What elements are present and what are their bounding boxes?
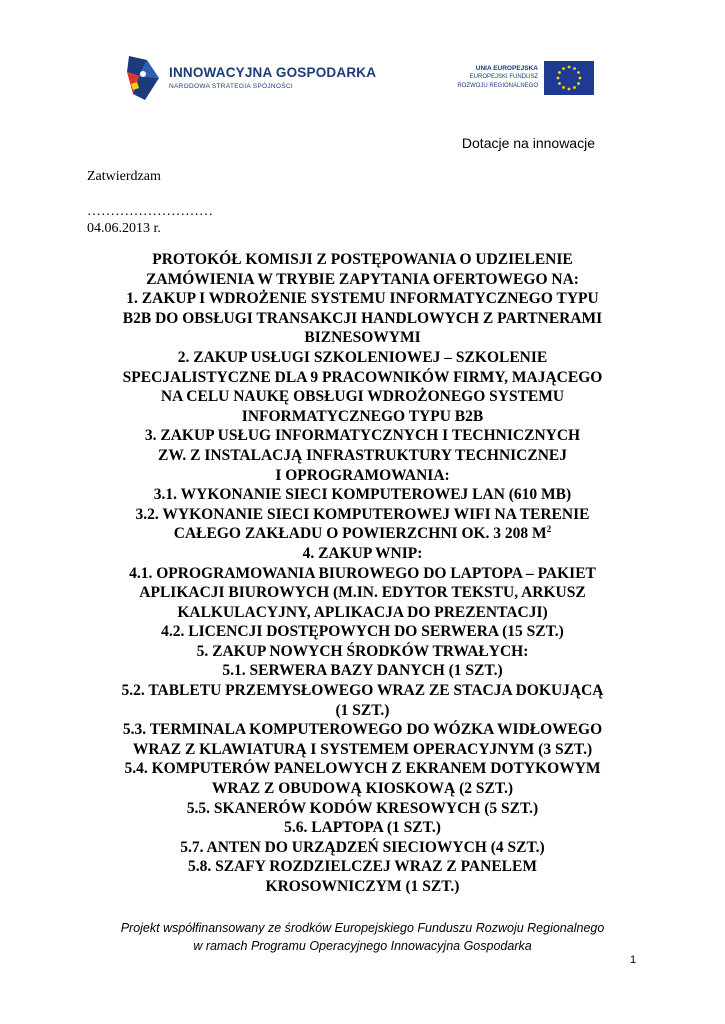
- eu-star-icon: [577, 71, 580, 74]
- heading-line: 5.4. KOMPUTERÓW PANELOWYCH Z EKRANEM DOTYKOWYM: [124, 760, 601, 778]
- footer-line1: Projekt współfinansowany ze środków Europejskiego Funduszu Rozwoju Regionalnego: [120, 921, 605, 935]
- heading-line: SPECJALISTYCZNE DLA 9 PRACOWNIKÓW FIRMY, MAJĄCEGO: [122, 368, 603, 386]
- heading-line: ZAMÓWIENIA W TRYBIE ZAPYTANIA OFERTOWEGO NA:: [146, 270, 579, 288]
- heading-line: NA CELU NAUKĘ OBSŁUGI WDROŻONEGO SYSTEMU: [160, 388, 565, 406]
- heading-line: 4. ZAKUP WNIP:: [302, 544, 423, 562]
- eu-logo-line1: UNIA EUROPEJSKA: [475, 65, 538, 72]
- eu-flag-icon: [544, 61, 594, 95]
- heading-line: B2B DO OBSŁUGI TRANSAKCJI HANDLOWYCH Z PARTNERAMI: [122, 309, 603, 327]
- eu-logo-text: [457, 64, 538, 91]
- heading-line: 3. ZAKUP USŁUG INFORMATYCZNYCH I TECHNICZNYCH: [144, 427, 581, 445]
- heading-line-text: CAŁEGO ZAKŁADU O POWIERZCHNI OK. 3 208 M: [173, 525, 547, 543]
- eu-star-icon: [568, 66, 571, 69]
- heading-line: BIZNESOWYMI: [304, 329, 421, 347]
- heading-line: KROSOWNICZYM (1 SZT.): [265, 878, 460, 895]
- eu-logo-line3: ROZWOJU REGIONALNEGO: [457, 83, 538, 89]
- eu-star-icon: [573, 86, 576, 89]
- eu-star-icon: [558, 82, 561, 85]
- eu-star-icon: [579, 77, 582, 80]
- heading-line: 4.1. OPROGRAMOWANIA BIUROWEGO DO LAPTOPA – PAKIET: [129, 564, 596, 582]
- heading-line: I OPROGRAMOWANIA:: [275, 466, 450, 484]
- heading-line: 5. ZAKUP NOWYCH ŚRODKÓW TRWAŁYCH:: [196, 642, 529, 660]
- heading-line: 3.2. WYKONANIE SIECI KOMPUTEROWEJ WIFI NA TERENIE: [135, 505, 590, 523]
- document-date: 04.06.2013 r.: [87, 221, 161, 236]
- approval-label: Zatwierdzam: [87, 169, 161, 184]
- heading-line: 5.1. SERWERA BAZY DANYCH (1 SZT.): [222, 662, 503, 680]
- heading-line: INFORMATYCZNEGO TYPU B2B: [241, 407, 484, 425]
- heading-line: 2. ZAKUP USŁUGI SZKOLENIOWEJ – SZKOLENIE: [177, 348, 548, 366]
- footer: [60, 919, 665, 955]
- superscript: 2: [546, 524, 552, 535]
- heading-line: (1 SZT.): [335, 701, 390, 719]
- heading-line: 1. ZAKUP I WDROŻENIE SYSTEMU INFORMATYCZNEGO TYPU: [126, 290, 599, 308]
- eu-star-icon: [557, 77, 560, 80]
- heading-line-area: [80, 524, 645, 544]
- eu-logo: [457, 60, 596, 100]
- heading-line: 4.2. LICENCJI DOSTĘPOWYCH DO SERWERA (15 SZT.): [161, 623, 564, 641]
- eu-star-icon: [577, 82, 580, 85]
- protocol-heading: [80, 250, 645, 897]
- eu-star-icon: [562, 86, 565, 89]
- signature-line: ………………………: [87, 204, 213, 219]
- heading-line: 5.7. ANTEN DO URZĄDZEŃ SIECIOWYCH (4 SZT.): [180, 838, 545, 856]
- ig-logo-subtitle: NARODOWA STRATEGIA SPÓJNOŚCI: [169, 83, 293, 90]
- heading-line: 5.5. SKANERÓW KODÓW KRESOWYCH (5 SZT.): [186, 799, 539, 817]
- heading-line: APLIKACJI BIUROWYCH (M.IN. EDYTOR TEKSTU, ARKUSZ: [139, 584, 586, 602]
- innowacyjna-gospodarka-logo: [125, 52, 385, 104]
- heading-line: ZW. Z INSTALACJĄ INFRASTRUKTURY TECHNICZNEJ: [158, 446, 567, 464]
- heading-line: 5.8. SZAFY ROZDZIELCZEJ WRAZ Z PANELEM: [188, 858, 537, 876]
- eu-logo-line2: EUROPEJSKI FUNDUSZ: [469, 74, 538, 80]
- eu-star-icon: [568, 88, 571, 91]
- heading-line: 5.6. LAPTOPA (1 SZT.): [284, 819, 441, 837]
- innowacyjna-gospodarka-logo-icon: [125, 54, 161, 102]
- heading-line: PROTOKÓŁ KOMISJI Z POSTĘPOWANIA O UDZIELENIE: [152, 251, 573, 268]
- ig-logo-name: INNOWACYJNA GOSPODARKA: [169, 65, 377, 80]
- document-tag: Dotacje na innowacje: [461, 135, 595, 151]
- eu-star-icon: [562, 67, 565, 70]
- heading-line: WRAZ Z KLAWIATURĄ I SYSTEMEM OPERACYJNYM (3 SZT.): [132, 740, 593, 758]
- heading-line: 5.2. TABLETU PRZEMYSŁOWEGO WRAZ ZE STACJA DOKUJĄCĄ: [121, 682, 604, 700]
- heading-line: KALKULACYJNY, APLIKACJA DO PREZENTACJI): [177, 603, 548, 621]
- footer-line2: w ramach Programu Operacyjnego Innowacyjna Gospodarka: [193, 939, 532, 953]
- eu-star-icon: [558, 71, 561, 74]
- eu-star-icon: [573, 67, 576, 70]
- heading-line: 3.1. WYKONANIE SIECI KOMPUTEROWEJ LAN (610 MB): [153, 486, 572, 504]
- page-number: 1: [630, 954, 637, 966]
- heading-line: WRAZ Z OBUDOWĄ KIOSKOWĄ (2 SZT.): [211, 780, 514, 798]
- heading-line: 5.3. TERMINALA KOMPUTEROWEGO DO WÓZKA WIDŁOWEGO: [122, 721, 603, 739]
